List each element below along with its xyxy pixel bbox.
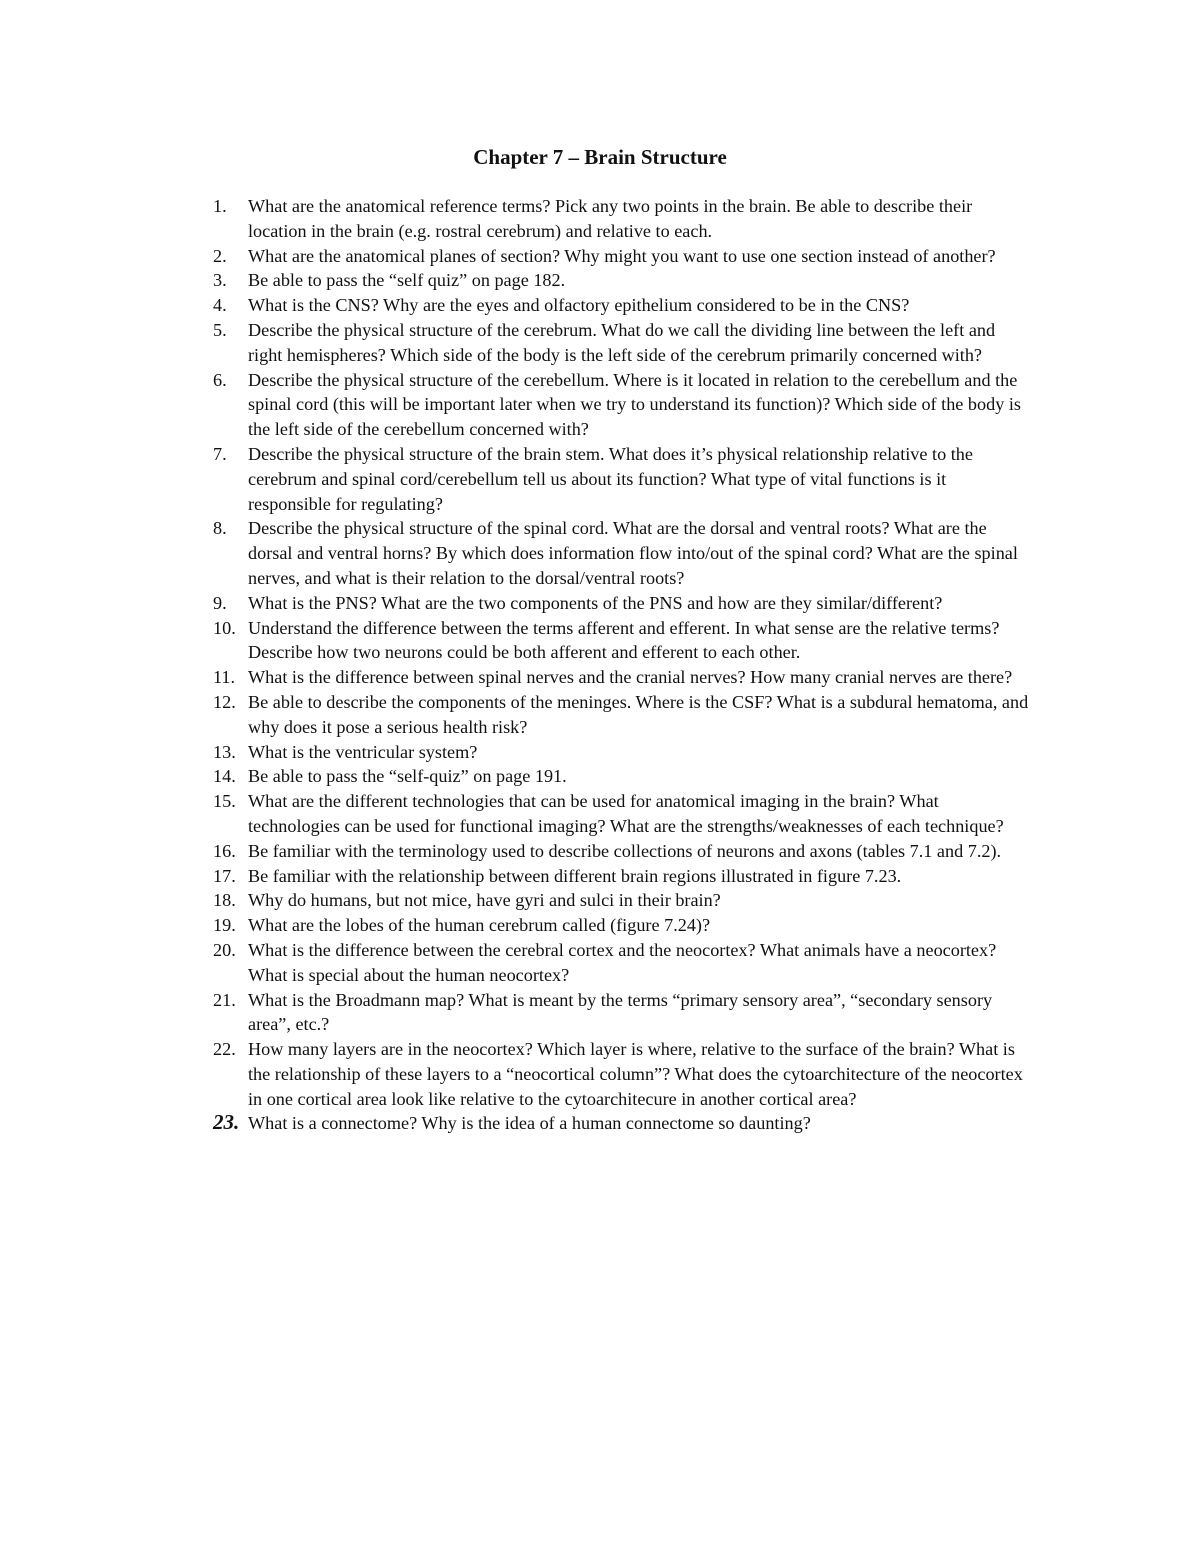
question-item [213,665,1033,690]
question-number: 16. [213,840,236,861]
question-item [213,368,1033,442]
question-list [213,194,1033,1136]
question-text: What is the CNS? Why are the eyes and olfactory epithelium considered to be in the CNS? [248,295,910,316]
question-item [213,938,1033,988]
question-number: 18. [213,890,236,911]
question-text: Be able to pass the “self-quiz” on page 191. [248,766,567,787]
question-item [213,318,1033,368]
question-number: 9. [213,592,227,613]
question-text: Be able to pass the “self quiz” on page 182. [248,270,566,291]
question-text: Understand the difference between the terms afferent and efferent. In what sense are the relative terms? Describe how two neurons could be both afferent and efferent to each other. [248,617,1000,663]
question-number: 10. [213,617,236,638]
question-number: 23. [213,1110,240,1135]
question-number: 3. [213,270,227,291]
question-item [213,194,1033,244]
question-text: What is the difference between the cerebral cortex and the neocortex? What animals have a neocortex? What is special about the human neocortex? [248,939,997,985]
question-item [213,516,1033,590]
question-text: Why do humans, but not mice, have gyri and sulci in their brain? [248,890,721,911]
question-number: 17. [213,865,236,886]
question-item [213,591,1033,616]
question-item [213,442,1033,516]
question-text: What is the Broadmann map? What is meant by the terms “primary sensory area”, “secondary sensory area”, etc.? [248,989,993,1035]
question-item [213,268,1033,293]
question-item [213,616,1033,666]
question-number: 13. [213,741,236,762]
question-text: Describe the physical structure of the brain stem. What does it’s physical relationship relative to the cerebrum and spinal cord/cerebellum tell us about its function? What type of vital functions is it responsible for regulating? [248,443,973,514]
question-item [213,244,1033,269]
question-item [213,888,1033,913]
question-item [213,1111,1033,1136]
question-number: 21. [213,989,236,1010]
question-number: 7. [213,443,227,464]
question-text: Describe the physical structure of the cerebellum. Where is it located in relation to the cerebellum and the spinal cord (this will be important later when we try to understand its function)? Which side of the body is the left side of the cerebellum concerned with? [248,369,1021,440]
question-text: How many layers are in the neocortex? Which layer is where, relative to the surface of the brain? What is the relationship of these layers to a “neocortical column”? What does the cytoarchitecture of the neocortex in one cortical area look like relative to the cytoarchitecure in another cortical area? [248,1039,1023,1109]
question-number: 19. [213,915,236,936]
question-text: What is the difference between spinal nerves and the cranial nerves? How many cranial nerves are there? [248,667,1013,688]
question-text: What is the PNS? What are the two components of the PNS and how are they similar/different? [248,592,943,613]
question-text: What is the ventricular system? [248,741,478,762]
question-number: 1. [213,196,227,216]
question-number: 15. [213,791,236,812]
question-item [213,690,1033,740]
question-number: 12. [213,691,236,712]
question-number: 8. [213,518,227,539]
question-item [213,1037,1033,1111]
question-number: 22. [213,1039,236,1060]
question-item [213,864,1033,889]
question-text: What are the anatomical reference terms? Pick any two points in the brain. Be able to describe their location in the brain (e.g. rostral cerebrum) and relative to each. [248,196,973,241]
question-number: 2. [213,245,227,266]
question-text: What are the different technologies that can be used for anatomical imaging in the brain? What technologies can be used for functional imaging? What are the strengths/weaknesses of each technique? [248,791,1004,836]
question-number: 14. [213,766,236,787]
question-text: What are the lobes of the human cerebrum called (figure 7.24)? [248,915,711,936]
question-item [213,293,1033,318]
question-item [213,839,1033,864]
question-item [213,988,1033,1038]
question-number: 6. [213,369,227,390]
question-item [213,789,1033,839]
question-text: Be able to describe the components of the meninges. Where is the CSF? What is a subdural hematoma, and why does it pose a serious health risk? [248,691,1029,737]
question-text: What is a connectome? Why is the idea of a human connectome so daunting? [248,1113,811,1134]
question-number: 5. [213,319,227,340]
question-item [213,740,1033,765]
question-number: 20. [213,939,236,960]
question-number: 4. [213,295,227,316]
question-text: Describe the physical structure of the cerebrum. What do we call the dividing line between the left and right hemispheres? Which side of the body is the left side of the cerebrum primarily concerned with? [248,319,996,365]
question-item [213,764,1033,789]
question-text: Be familiar with the terminology used to describe collections of neurons and axons (tables 7.1 and 7.2). [248,840,1002,861]
question-text: Be familiar with the relationship between different brain regions illustrated in figure 7.23. [248,865,902,886]
question-item [213,913,1033,938]
question-number: 11. [213,667,236,688]
page-title: Chapter 7 – Brain Structure [473,145,727,169]
question-text: Describe the physical structure of the spinal cord. What are the dorsal and ventral roots? What are the dorsal and ventral horns? By which does information flow into/out of the spinal cord? What are the spinal nerves, and what is their relation to the dorsal/ventral roots? [248,518,1018,588]
question-text: What are the anatomical planes of section? Why might you want to use one section instead of another? [248,245,996,266]
